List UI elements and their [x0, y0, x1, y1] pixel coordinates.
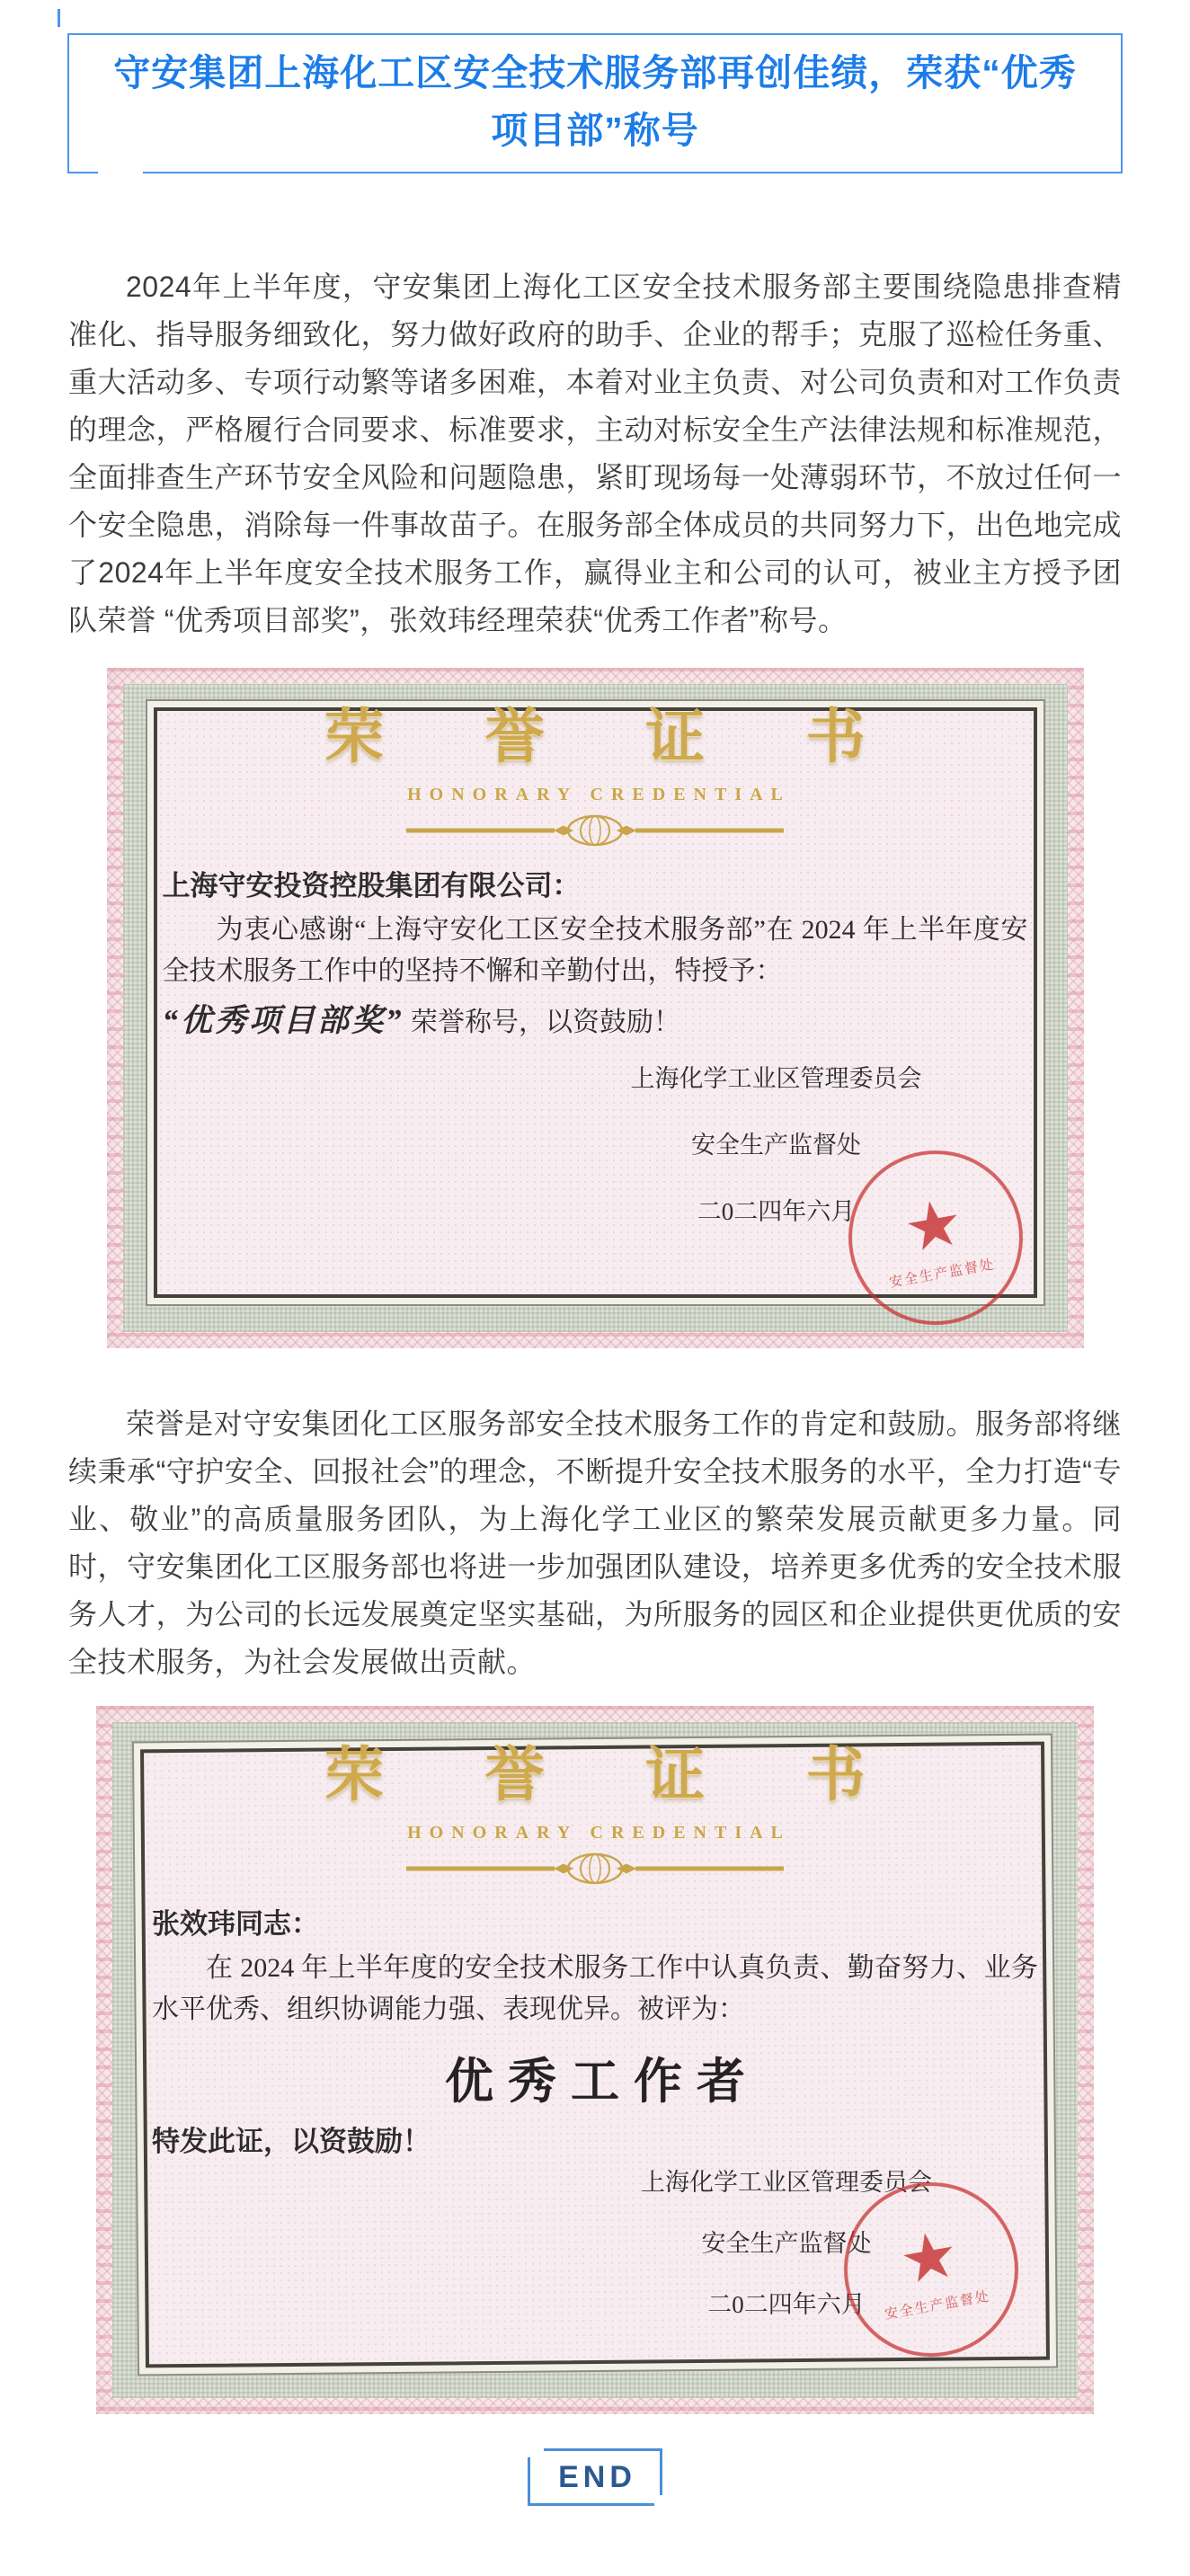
stamp-text: 安全生产监督处: [884, 2288, 992, 2323]
article-title: 守安集团上海化工区安全技术服务部再创佳绩，荣获“优秀项目部”称号: [113, 52, 1077, 151]
article-title-box: [67, 33, 1123, 173]
certificate-1-content: [107, 668, 1084, 1348]
stamp-text: 安全生产监督处: [887, 1257, 996, 1291]
cert-subtitle: HONORARY CREDENTIAL: [407, 785, 791, 804]
paragraph-2: 荣誉是对守安集团化工区服务部安全技术服务工作的肯定和鼓励。服务部将继续秉承“守护安全、回报社会”的理念，不断提升安全技术服务的水平，全力打造“专业、敬业”的高质量服务团队，为上海化学工业区的繁荣发展贡献更多力量。同时，守安集团化工区服务部也将进一步加强团队建设，培养更多优秀的安全技术服务人才，为公司的长远发展奠定坚实基础，为所服务的园区和企业提供更优质的安全技术服务，为社会发展做出贡献。: [68, 1408, 1122, 1678]
stamp-star-icon: ★: [893, 2216, 964, 2298]
certificate-image-2[interactable]: [96, 1706, 1094, 2414]
paragraph-1: 2024年上半年度，守安集团上海化工区安全技术服务部主要围绕隐患排查精准化、指导服务细致化，努力做好政府的助手、企业的帮手；克服了巡检任务重、重大活动多、专项行动繁等诸多困难，本着对业主负责、对公司负责和对工作负责的理念，严格履行合同要求、标准要求，主动对标安全生产法律法规和标准规范，全面排查生产环节安全风险和问题隐患，紧盯现场每一处薄弱环节，不放过任何一个安全隐患，消除每一件事故苗子。在服务部全体成员的共同努力下，出色地完成了2024年上半年度安全技术服务工作，赢得业主和公司的认可，被业主方授予团队荣誉 “优秀项目部奖”，张效玮经理荣获“优秀工作者”称号。: [68, 271, 1122, 636]
sign-org: 上海化学工业区管理委员会: [630, 1065, 922, 1092]
stamp-star-icon: ★: [898, 1185, 968, 1266]
sign-dept: 安全生产监督处: [701, 2230, 872, 2257]
sign-org: 上海化学工业区管理委员会: [641, 2169, 932, 2196]
gold-ornament-icon: [402, 813, 788, 848]
award-suffix: 荣誉称号，以资鼓励！: [404, 1008, 681, 1037]
award-name: “优秀项目部奖”: [162, 1003, 404, 1038]
sign-date: 二0二四年六月: [697, 1198, 856, 1225]
sign-dept: 安全生产监督处: [691, 1132, 861, 1159]
cert-addressee: 张效玮同志：: [152, 1908, 319, 1940]
cert-closing-line: 特发此证，以资鼓励！: [152, 2126, 431, 2157]
article-page: [0, 33, 1190, 2518]
cert-award-line: [163, 999, 1028, 1044]
cert-title: 荣 誉 证 书: [324, 1743, 909, 1808]
end-marker: [528, 2448, 662, 2506]
cert-body-text: 在 2024 年上半年度的安全技术服务工作中认真负责、勤奋努力、业务水平优秀、组织协调能力强、表现优异。被评为：: [152, 1953, 1038, 2024]
gold-ornament-icon: [402, 1851, 788, 1887]
certificate-2-content: [96, 1706, 1094, 2414]
end-label: END: [558, 2459, 636, 2494]
cert-addressee: 上海守安投资控股集团有限公司：: [162, 870, 581, 902]
cert-award-title: 优秀工作者: [445, 2055, 759, 2109]
cert-body-text: 为衷心感谢“上海守安化工区安全技术服务部”在 2024 年上半年度安全技术服务工作中的坚持不懈和辛勤付出，特授予：: [162, 915, 1028, 986]
cert-title: 荣 誉 证 书: [324, 705, 909, 770]
cert-subtitle: HONORARY CREDENTIAL: [407, 1823, 791, 1843]
sign-date: 二0二四年六月: [707, 2291, 866, 2318]
certificate-image-1[interactable]: [107, 668, 1084, 1348]
